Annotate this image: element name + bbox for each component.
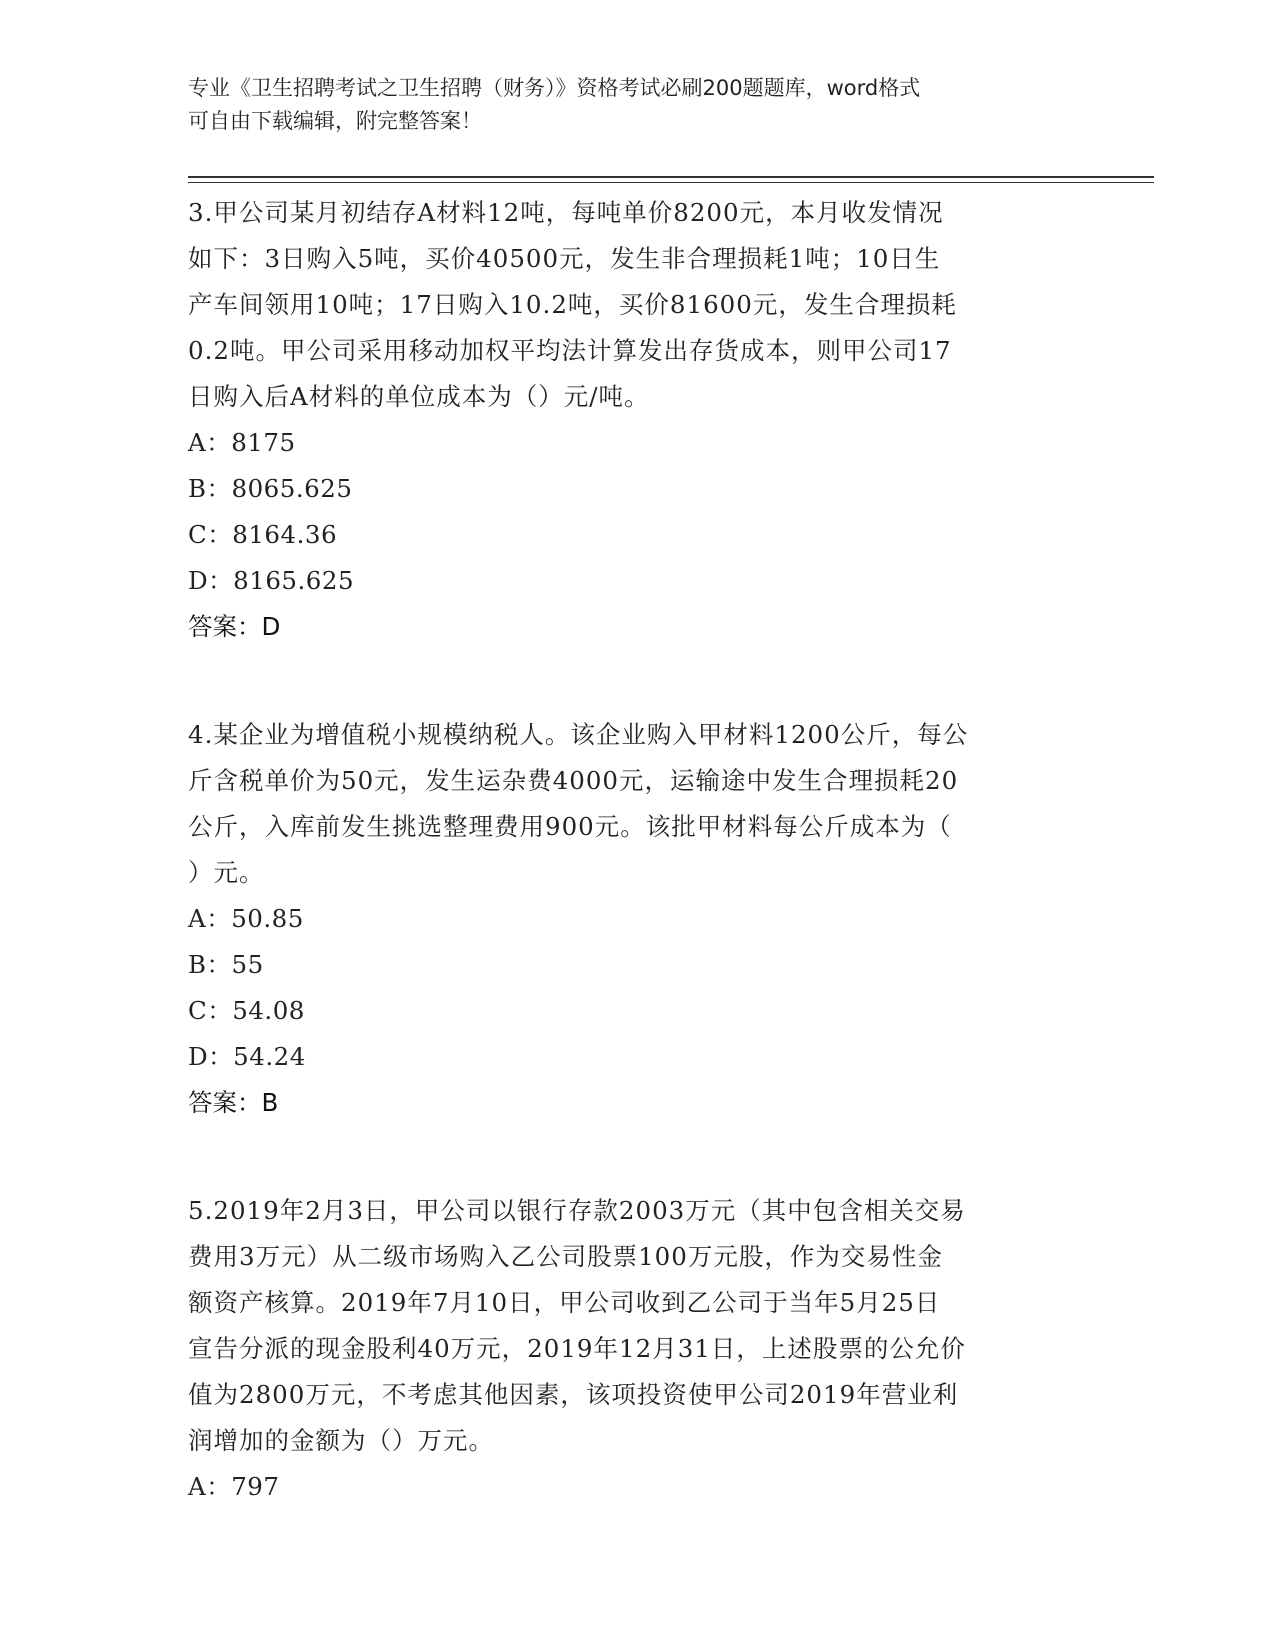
question-list: [188, 190, 1088, 1572]
answer-line: 答案：D: [188, 612, 281, 641]
header-divider-thick: [188, 176, 1154, 178]
question-4: [188, 712, 1088, 1126]
stem-line: 3.甲公司某月初结存A材料12吨，每吨单价8200元，本月收发情况: [188, 198, 944, 227]
stem-line: 4.某企业为增值税小规模纳税人。该企业购入甲材料1200公斤，每公: [188, 720, 969, 749]
stem-line: 值为2800万元，不考虑其他因素，该项投资使甲公司2019年营业利: [188, 1380, 959, 1409]
stem-line: 如下：3日购入5吨，买价40500元，发生非合理损耗1吨；10日生: [188, 244, 941, 273]
stem-line: 费用3万元）从二级市场购入乙公司股票100万元股，作为交易性金: [188, 1242, 943, 1271]
question-stem: [188, 1188, 1088, 1464]
option-b: B：55: [188, 950, 264, 979]
stem-line: 0.2吨。甲公司采用移动加权平均法计算发出存货成本，则甲公司17: [188, 336, 952, 365]
option-d: D：54.24: [188, 1042, 306, 1071]
header-line-2: 可自由下载编辑，附完整答案！: [188, 109, 482, 133]
option-a: A：797: [188, 1472, 280, 1501]
document-header: [188, 72, 1068, 138]
stem-line: 润增加的金额为（）万元。: [188, 1426, 494, 1455]
option-a: A：50.85: [188, 904, 304, 933]
answer-line: 答案：B: [188, 1088, 279, 1117]
option-d: D：8165.625: [188, 566, 355, 595]
stem-line: 日购入后A材料的单位成本为（）元/吨。: [188, 382, 650, 411]
header-line-1: 专业《卫生招聘考试之卫生招聘（财务）》资格考试必刷200题题库，word格式: [188, 76, 921, 100]
option-b: B：8065.625: [188, 474, 353, 503]
option-list: [188, 420, 1088, 604]
option-c: C：54.08: [188, 996, 305, 1025]
stem-line: 额资产核算。2019年7月10日，甲公司收到乙公司于当年5月25日: [188, 1288, 941, 1317]
option-a: A：8175: [188, 428, 296, 457]
question-5: [188, 1188, 1088, 1510]
option-list: [188, 1464, 1088, 1510]
header-divider-thin: [188, 182, 1154, 183]
stem-line: 斤含税单价为50元，发生运杂费4000元，运输途中发生合理损耗20: [188, 766, 959, 795]
stem-line: 产车间领用10吨；17日购入10.2吨，买价81600元，发生合理损耗: [188, 290, 957, 319]
stem-line: 公斤，入库前发生挑选整理费用900元。该批甲材料每公斤成本为（: [188, 812, 952, 841]
question-stem: [188, 190, 1088, 420]
question-3: [188, 190, 1088, 650]
stem-line: 5.2019年2月3日，甲公司以银行存款2003万元（其中包含相关交易: [188, 1196, 966, 1225]
option-c: C：8164.36: [188, 520, 338, 549]
stem-line: ）元。: [188, 858, 265, 887]
option-list: [188, 896, 1088, 1080]
stem-line: 宣告分派的现金股利40万元，2019年12月31日，上述股票的公允价: [188, 1334, 966, 1363]
question-stem: [188, 712, 1088, 896]
